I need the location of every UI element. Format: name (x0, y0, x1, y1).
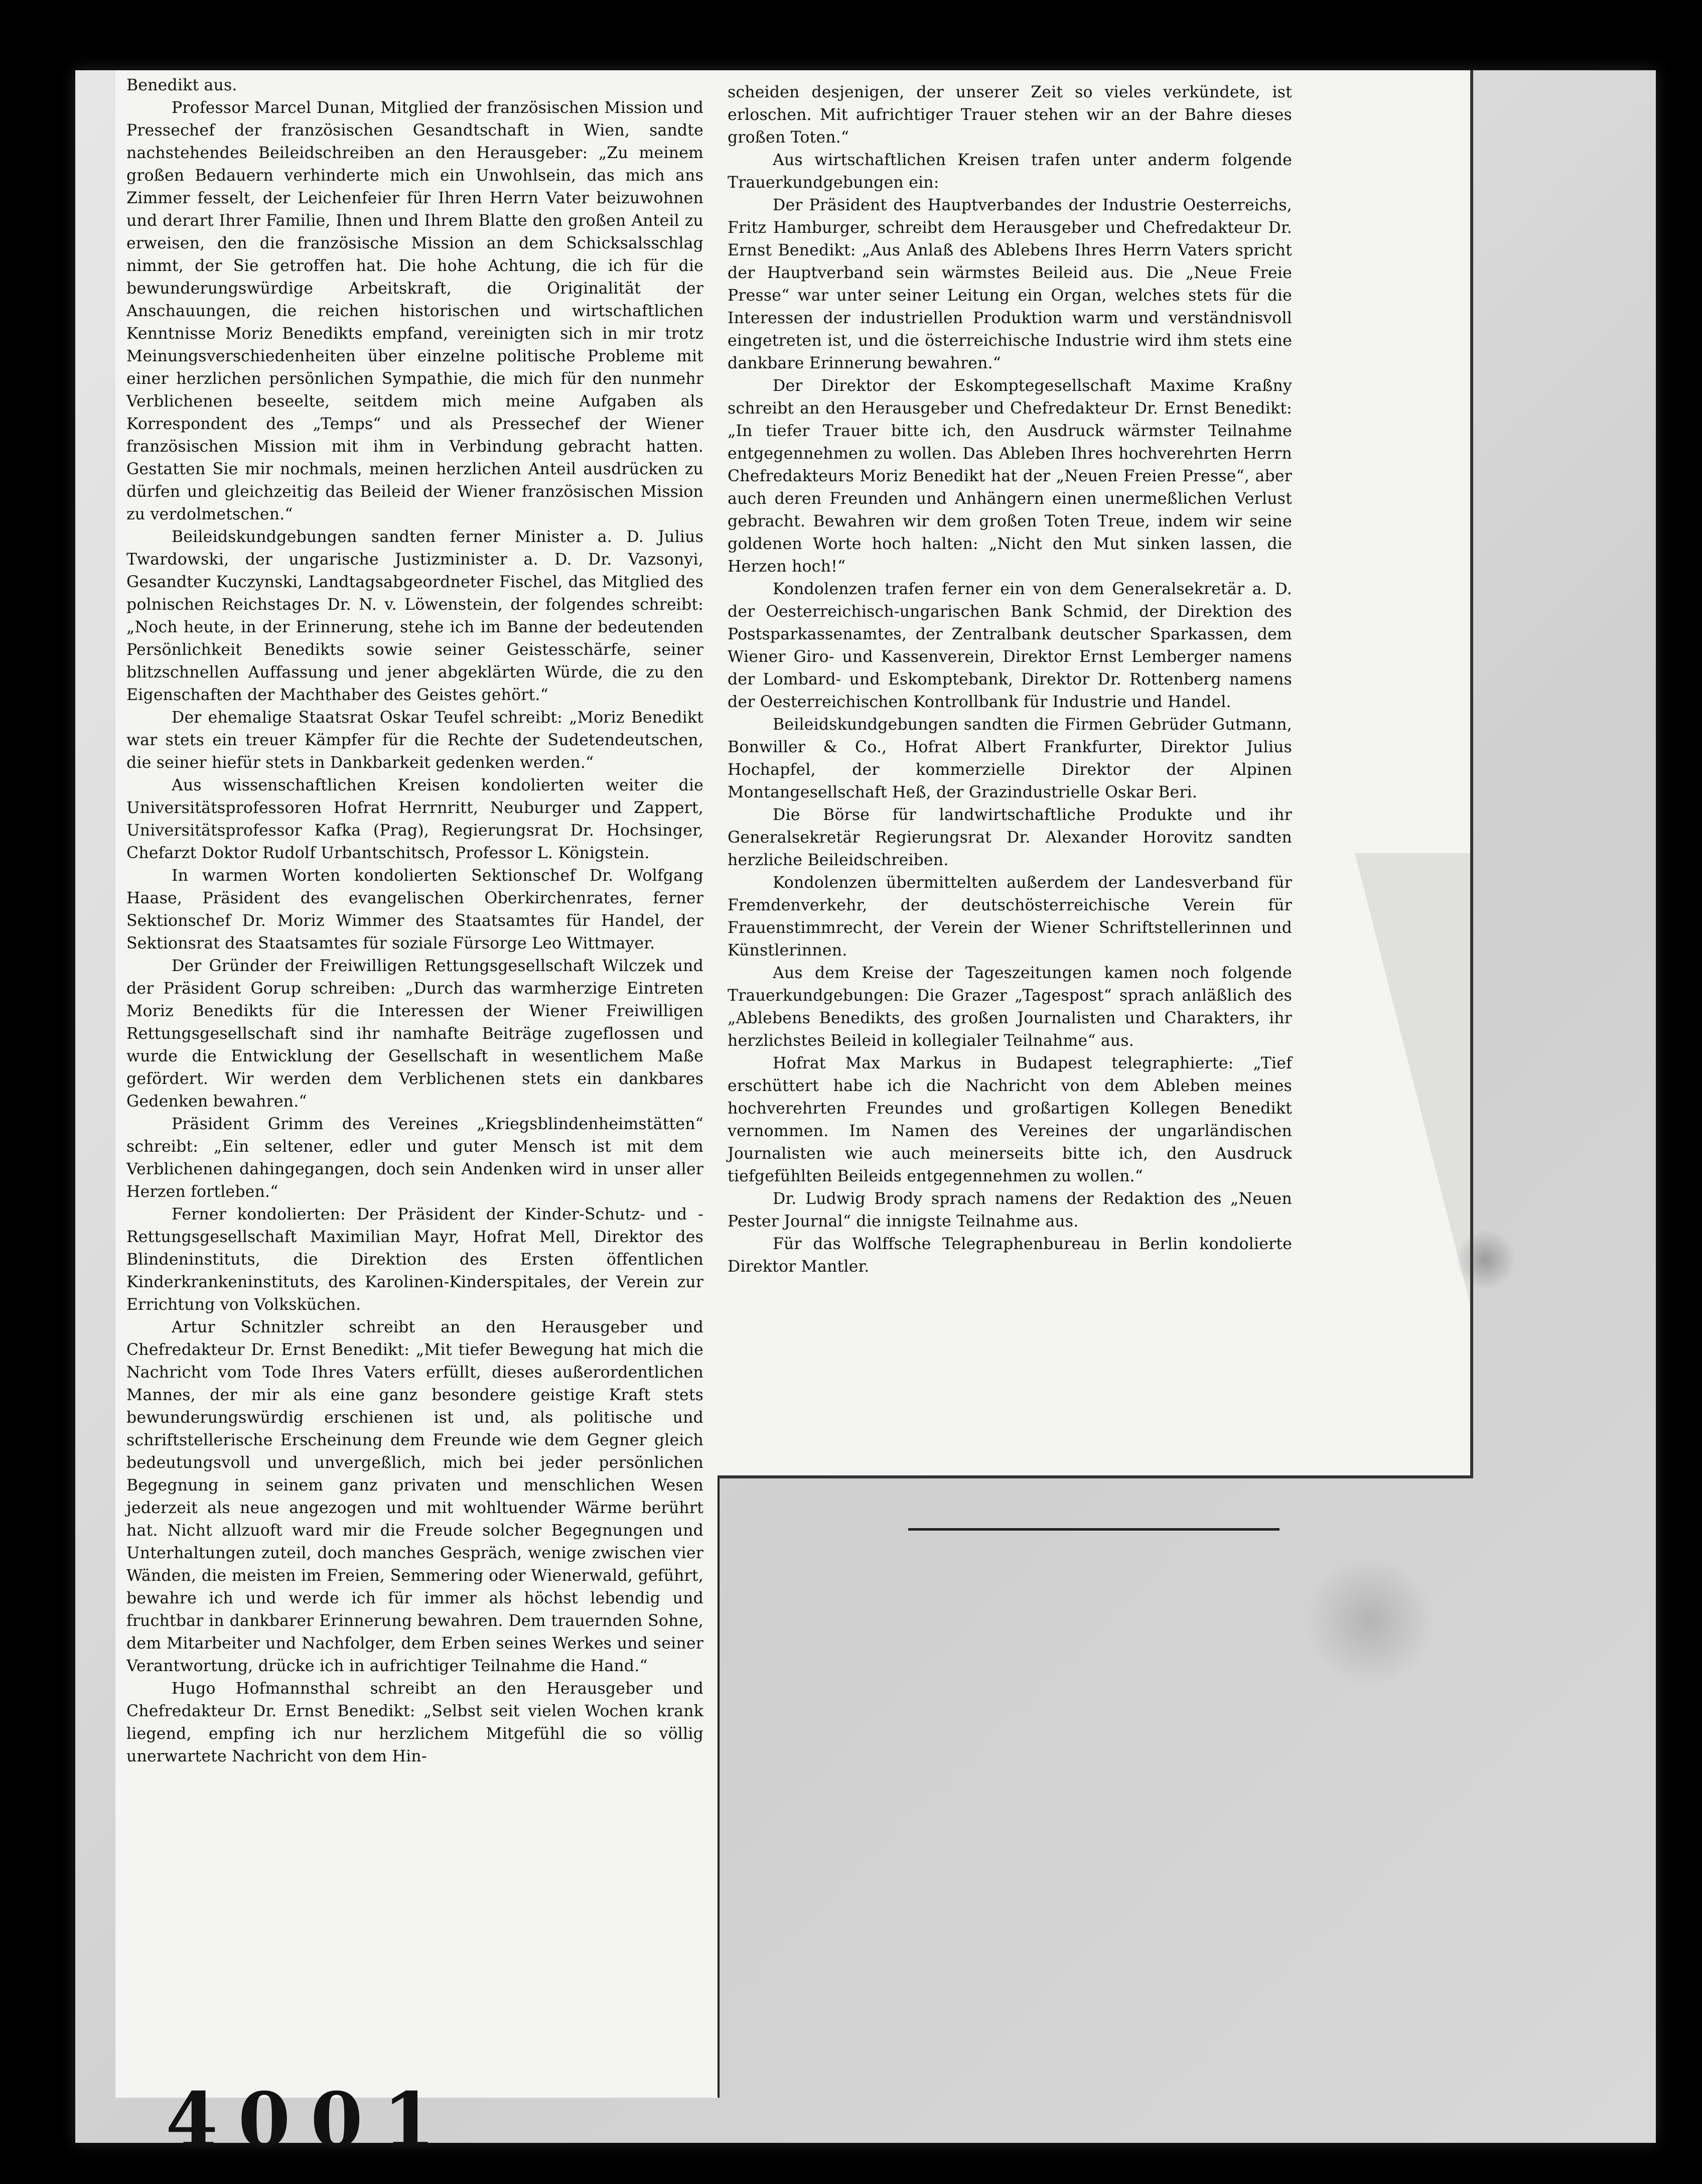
article-left-text (126, 74, 703, 1768)
article-paragraph: Artur Schnitzler schreibt an den Herausgeber und Chefredakteur Dr. Ernst Benedikt: „Mit tiefer Bewegung hat mich die Nachricht vom Tode Ihres Vaters erfüllt, dieses außerordentlichen Mannes, der mir als eine ganz besondere geistige Kraft stets bewunderungswürdig erschienen ist und, als politische und schriftstellerische Erscheinung dem Freunde wie dem Gegner gleich bedeutungsvoll und unvergeßlich, mich bei jeder persönlichen Begegnung in seinem ganz privaten und menschlichen Wesen jederzeit als neue angezogen und mit wohltuender Wärme berührt hat. Nicht allzuoft ward mir die Freude solcher Begegnungen und Unterhaltungen zuteil, doch manches Gespräch, wenige zwischen vier Wänden, die meisten im Freien, Semmering oder Wienerwald, geführt, bewahre ich und werde ich für immer als höchst lebendig und fruchtbar in dankbarer Erinnerung bewahren. Dem trauernden Sohne, dem Mitarbeiter und Nachfolger, dem Erben seines Werkes und seiner Verantwortung, drücke ich in aufrichtiger Teilnahme die Hand.“ (126, 1318, 703, 1675)
article-paragraph: Hugo Hofmannsthal schreibt an den Herausgeber und Chefredakteur Dr. Ernst Benedikt: „Selbst seit vielen Wochen krank liegend, empfing ich nur herzlichem Mitgefühl die so völlig unerwartete Nachricht von dem Hin- (126, 1680, 703, 1765)
article-paragraph: Der ehemalige Staatsrat Oskar Teufel schreibt: „Moriz Benedikt war stets ein treuer Kämpfer für die Rechte der Sudetendeutschen, die seiner hiefür stets in Dankbarkeit gedenken werden.“ (126, 709, 703, 772)
article-paragraph: Hofrat Max Markus in Budapest telegraphierte: „Tief erschüttert habe ich die Nachricht von dem Ableben meines hochverehrten Freundes und großartigen Kollegen Benedikt vernommen. Im Namen des Vereines der ungarländischen Journalisten wie auch meinerseits bitte ich, den Ausdruck tiefgefühlten Beileids entgegennehmen zu wollen.“ (728, 1054, 1292, 1185)
headline-fragment: 4001 (166, 2076, 456, 2164)
article-paragraph: Beileidskundgebungen sandten die Firmen Gebrüder Gutmann, Bonwiller & Co., Hofrat Albert Frankfurter, Direktor Julius Hochapfel, der kommerzielle Direktor der Alpinen Montangesellschaft Heß, der Grazindustrielle Oskar Beri. (728, 716, 1292, 801)
article-paragraph: Für das Wolffsche Telegraphenbureau in Berlin kondolierte Direktor Mantler. (728, 1235, 1292, 1276)
article-paragraph: Die Börse für landwirtschaftliche Produkte und ihr Generalsekretär Regierungsrat Dr. Alexander Horovitz sandten herzliche Beileidschreiben. (728, 806, 1292, 869)
article-paragraph: In warmen Worten kondolierten Sektionschef Dr. Wolfgang Haase, Präsident des evangelischen Oberkirchenrates, ferner Sektionschef Dr. Moriz Wimmer des Staatsamtes für Handel, der Sektionsrat des Staatsamtes für soziale Fürsorge Leo Wittmayer. (126, 867, 703, 952)
article-paragraph: Präsident Grimm des Vereines „Kriegsblindenheimstätten“ schreibt: „Ein seltener, edler und guter Mensch ist mit dem Verblichenen dahingegangen, doch sein Andenken wird in unser aller Herzen fortleben.“ (126, 1115, 703, 1201)
article-paragraph: Professor Marcel Dunan, Mitglied der französischen Mission und Pressechef der französischen Gesandtschaft in Wien, sandte nachstehendes Beileidschreiben an den Herausgeber: „Zu meinem großen Bedauern verhinderte mich ein Unwohlsein, das mich ans Zimmer fesselt, der Leichenfeier für Ihren Herrn Vater beizuwohnen und derart Ihrer Familie, Ihnen und Ihrem Blatte den großen Anteil zu erweisen, den die französische Mission an dem Schicksalsschlag nimmt, der Sie getroffen hat. Die hohe Achtung, die ich für die bewunderungswürdige Arbeitskraft, die Originalität der Anschauungen, die reichen historischen und wirtschaftlichen Kenntnisse Moriz Benedikts empfand, vereinigten sich in mir trotz Meinungsverschiedenheiten über einzelne politische Probleme mit einer herzlichen persönlichen Sympathie, die mich für den nunmehr Verblichenen beseelte, seitdem mich meine Aufgaben als Korrespondent des „Temps“ und als Pressechef der Wiener französischen Mission mit ihm in Verbindung gebracht hatten. Gestatten Sie mir nochmals, meinen herzlichen Anteil ausdrücken zu dürfen und gleichzeitig das Beileid der Wiener französischen Mission zu verdolmetschen.“ (126, 99, 703, 523)
article-paragraph: Aus wissenschaftlichen Kreisen kondolierten weiter die Universitätsprofessoren Hofrat Herrnritt, Neuburger und Zappert, Universitätsprofessor Kafka (Prag), Regierungsrat Dr. Hochsinger, Chefarzt Doktor Rudolf Urbantschitsch, Professor L. Königstein. (126, 776, 703, 862)
article-paragraph: Ferner kondolierten: Der Präsident der Kinder-Schutz- und -Rettungsgesellschaft Maximilian Mayr, Hofrat Mell, Direktor des Blindeninstituts, die Direktion des Ersten öffentlichen Kinderkrankeninstituts, des Karolinen-Kinderspitales, der Verein zur Errichtung von Volksküchen. (126, 1205, 703, 1314)
article-paragraph: Der Präsident des Hauptverbandes der Industrie Oesterreichs, Fritz Hamburger, schreibt dem Herausgeber und Chefredakteur Dr. Ernst Benedikt: „Aus Anlaß des Ablebens Ihres Herrn Vaters spricht der Hauptverband sein wärmstes Beileid aus. Die „Neue Freie Presse“ war unter seiner Leitung ein Organ, welches stets für die Interessen der industriellen Produktion warm und verständnisvoll eingetreten ist, und die österreichische Industrie wird ihm stets eine dankbare Erinnerung bewahren.“ (728, 196, 1292, 372)
article-paragraph: Der Gründer der Freiwilligen Rettungsgesellschaft Wilczek und der Präsident Gorup schreiben: „Durch das warmherzige Eintreten Moriz Benedikts für die Interessen der Wiener Freiwilligen Rettungsgesellschaft sind ihr namhafte Beiträge zugeflossen und wurde die Entwicklung der Gesellschaft in wesentlichem Maße gefördert. Wir werden dem Verblichenen stets ein dankbares Gedenken bewahren.“ (126, 957, 703, 1111)
article-paragraph: Aus wirtschaftlichen Kreisen trafen unter anderm folgende Trauerkundgebungen ein: (728, 151, 1292, 192)
article-paragraph: Benedikt aus. (126, 76, 237, 94)
smudge-mark (1455, 1230, 1515, 1290)
paper-fold (1355, 853, 1470, 1305)
article-paragraph: Kondolenzen trafen ferner ein von dem Generalsekretär a. D. der Oesterreichisch-ungarischen Bank Schmid, der Direktion des Postsparkassenamtes, der Zentralbank deutscher Sparkassen, dem Wiener Giro- und Kassenverein, Direktor Ernst Lemberger namens der Lombard- und Eskomptebank, Direktor Dr. Rottenberg namens der Oesterreichischen Kontrollbank für Industrie und Handel. (728, 580, 1292, 711)
article-paragraph: Aus dem Kreise der Tageszeitungen kamen noch folgende Trauerkundgebungen: Die Grazer „Tagespost“ sprach anläßlich des „Ablebens Benedikts, des großen Journalisten und Charakters, ihr herzlichstes Beileid in kollegialer Teilnahme“ aus. (728, 964, 1292, 1050)
article-paragraph: scheiden desjenigen, der unserer Zeit so vieles verkündete, ist erloschen. Mit aufrichtiger Trauer stehen wir an der Bahre dieses großen Toten.“ (728, 83, 1292, 147)
smudge-mark (1305, 1556, 1435, 1686)
article-paragraph: Beileidskundgebungen sandten ferner Minister a. D. Julius Twardowski, der ungarische Justizminister a. D. Dr. Vazsonyi, Gesandter Kuczynski, Landtagsabgeordneter Fischel, das Mitglied des polnischen Reichstages Dr. N. v. Löwenstein, der folgendes schreibt: „Noch heute, in der Erinnerung, stehe ich im Banne der bedeutenden Persönlichkeit Benedikts sowie seiner Geistesschärfe, seiner blitzschnellen Auffassung und jener abgeklärten Würde, die zu den Eigenschaften der Machthaber des Geistes gehört.“ (126, 528, 703, 704)
article-paragraph: Der Direktor der Eskomptegesellschaft Maxime Kraßny schreibt an den Herausgeber und Chefredakteur Dr. Ernst Benedikt: „In tiefer Trauer bitte ich, den Ausdruck wärmster Teilnahme entgegennehmen zu wollen. Das Ableben Ihres hochverehrten Herrn Chefredakteurs Moriz Benedikt hat der „Neuen Freien Presse“, aber auch deren Freunden und Anhängern einen unermeßlichen Verlust gebracht. Bewahren wir dem großen Toten Treue, indem wir seine goldenen Worte hoch halten: „Nicht den Mut sinken lassen, die Herzen hoch!“ (728, 377, 1292, 576)
end-rule (908, 1528, 1280, 1531)
article-paragraph: Kondolenzen übermittelten außerdem der Landesverband für Fremdenverkehr, der deutschösterreichische Verein für Frauenstimmrecht, der Verein der Wiener Schriftstellerinnen und Künstlerinnen. (728, 874, 1292, 960)
article-paragraph: Dr. Ludwig Brody sprach namens der Redaktion des „Neuen Pester Journal“ die innigste Teilnahme aus. (728, 1190, 1292, 1231)
article-right-text (728, 81, 1292, 1278)
clipping-left-column (115, 70, 720, 2164)
